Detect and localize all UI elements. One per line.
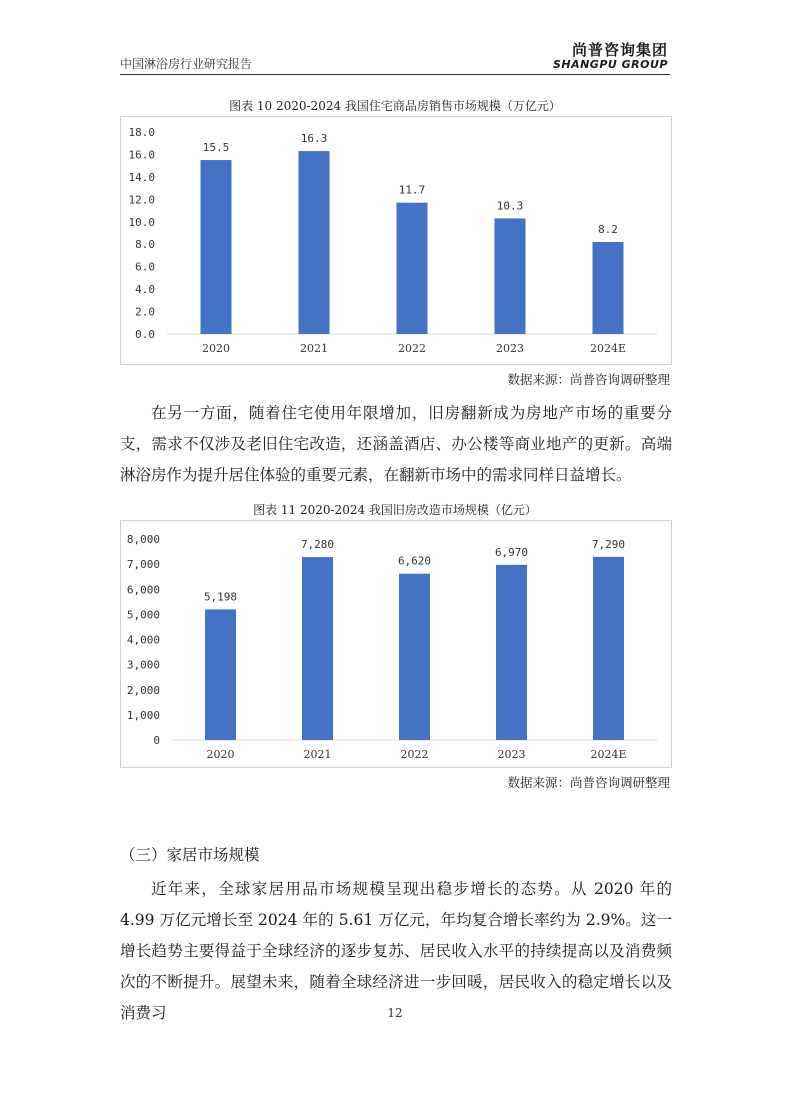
page-number: 12: [387, 1006, 403, 1020]
y-tick-label: 5,000: [126, 608, 160, 622]
brand-name-cn: 尚普咨询集团: [571, 41, 668, 59]
body-paragraph-1: 在另一方面，随着住宅使用年限增加，旧房翻新成为房地产市场的重要分支，需求不仅涉及老旧住宅改造，还涵盖酒店、办公楼等商业地产的更新。高端淋浴房作为提升居住体验的重要元素，在翻新市场中的需求同样日益增长。: [120, 404, 672, 484]
brand-name-en: SHANGPU GROUP: [552, 58, 668, 71]
data-label: 6,970: [494, 545, 529, 559]
y-tick-label: 3,000: [126, 658, 160, 672]
data-label: 10.3: [496, 199, 524, 213]
bar: [496, 565, 527, 740]
x-tick-label: 2021: [303, 748, 332, 761]
y-tick-label: 0.0: [135, 328, 155, 341]
data-label: 15.5: [202, 141, 230, 155]
y-tick-label: 12.0: [128, 193, 155, 207]
y-tick-label: 4,000: [126, 633, 160, 647]
y-tick-label: 2.0: [135, 305, 155, 319]
data-label: 7,290: [591, 537, 626, 551]
y-tick-label: 7,000: [126, 558, 160, 572]
data-label: 16.3: [300, 132, 328, 146]
y-tick-label: 14.0: [128, 170, 155, 184]
x-tick-label: 2020: [202, 342, 230, 355]
data-label: 7,280: [300, 538, 335, 552]
y-tick-label: 1,000: [126, 708, 160, 722]
x-tick-label: 2022: [398, 342, 426, 355]
bar-chart-svg: [121, 117, 671, 364]
figure-11-chart: [120, 520, 672, 768]
x-tick-label: 2020: [206, 748, 235, 761]
bar: [299, 151, 330, 334]
header-divider: [120, 74, 670, 75]
figure-10-chart: [120, 116, 672, 365]
x-tick-label: 2022: [400, 748, 429, 761]
data-label: 8.2: [598, 222, 618, 236]
y-tick-label: 8,000: [126, 533, 160, 546]
y-tick-label: 6,000: [126, 583, 160, 597]
x-tick-label: 2024E: [589, 342, 627, 355]
data-label: 5,198: [203, 590, 238, 604]
y-tick-label: 10.0: [128, 215, 155, 229]
y-tick-label: 4.0: [135, 283, 155, 297]
brand-logo: [553, 42, 668, 71]
y-tick-label: 8.0: [135, 238, 155, 252]
figure-10-caption: 图表 10 2020-2024 我国住宅商品房销售市场规模（万亿元）: [229, 99, 561, 113]
y-tick-label: 6.0: [135, 260, 155, 274]
bar: [302, 557, 333, 740]
figure-11-source: 数据来源：尚普咨询调研整理: [507, 775, 670, 790]
report-title: 中国淋浴房行业研究报告: [120, 57, 253, 71]
bar: [397, 203, 428, 334]
section-heading: （三）家居市场规模: [120, 846, 260, 864]
data-label: 6,620: [397, 554, 432, 568]
x-tick-label: 2021: [300, 342, 328, 355]
bar: [201, 160, 232, 334]
y-tick-label: 0: [153, 734, 160, 747]
bar: [205, 609, 236, 740]
data-label: 11.7: [398, 183, 426, 197]
y-tick-label: 2,000: [126, 683, 160, 697]
body-paragraph-2: 近年来，全球家居用品市场规模呈现出稳步增长的态势。从 2020 年的 4.99 万亿元增长至 2024 年的 5.61 万亿元，年均复合增长率约为 2.9%。这一增长趋势主要得益于全球经济的逐步复苏、居民收入水平的持续提高以及消费频次的不断提升。展望未来，随着全球经济进一步回暖，居民收入的稳定增长以及消费习: [120, 880, 672, 1022]
x-tick-label: 2024E: [590, 748, 627, 761]
bar: [495, 218, 526, 334]
figure-10-source: 数据来源：尚普咨询调研整理: [507, 372, 670, 387]
y-tick-label: 18.0: [128, 126, 155, 139]
x-tick-label: 2023: [496, 342, 524, 355]
bar: [399, 574, 430, 740]
y-tick-label: 16.0: [128, 148, 155, 162]
bar-chart-svg: [121, 521, 671, 767]
figure-11-caption: 图表 11 2020-2024 我国旧房改造市场规模（亿元）: [253, 503, 537, 517]
bar: [593, 557, 624, 740]
x-tick-label: 2023: [497, 748, 526, 761]
bar: [593, 242, 624, 334]
